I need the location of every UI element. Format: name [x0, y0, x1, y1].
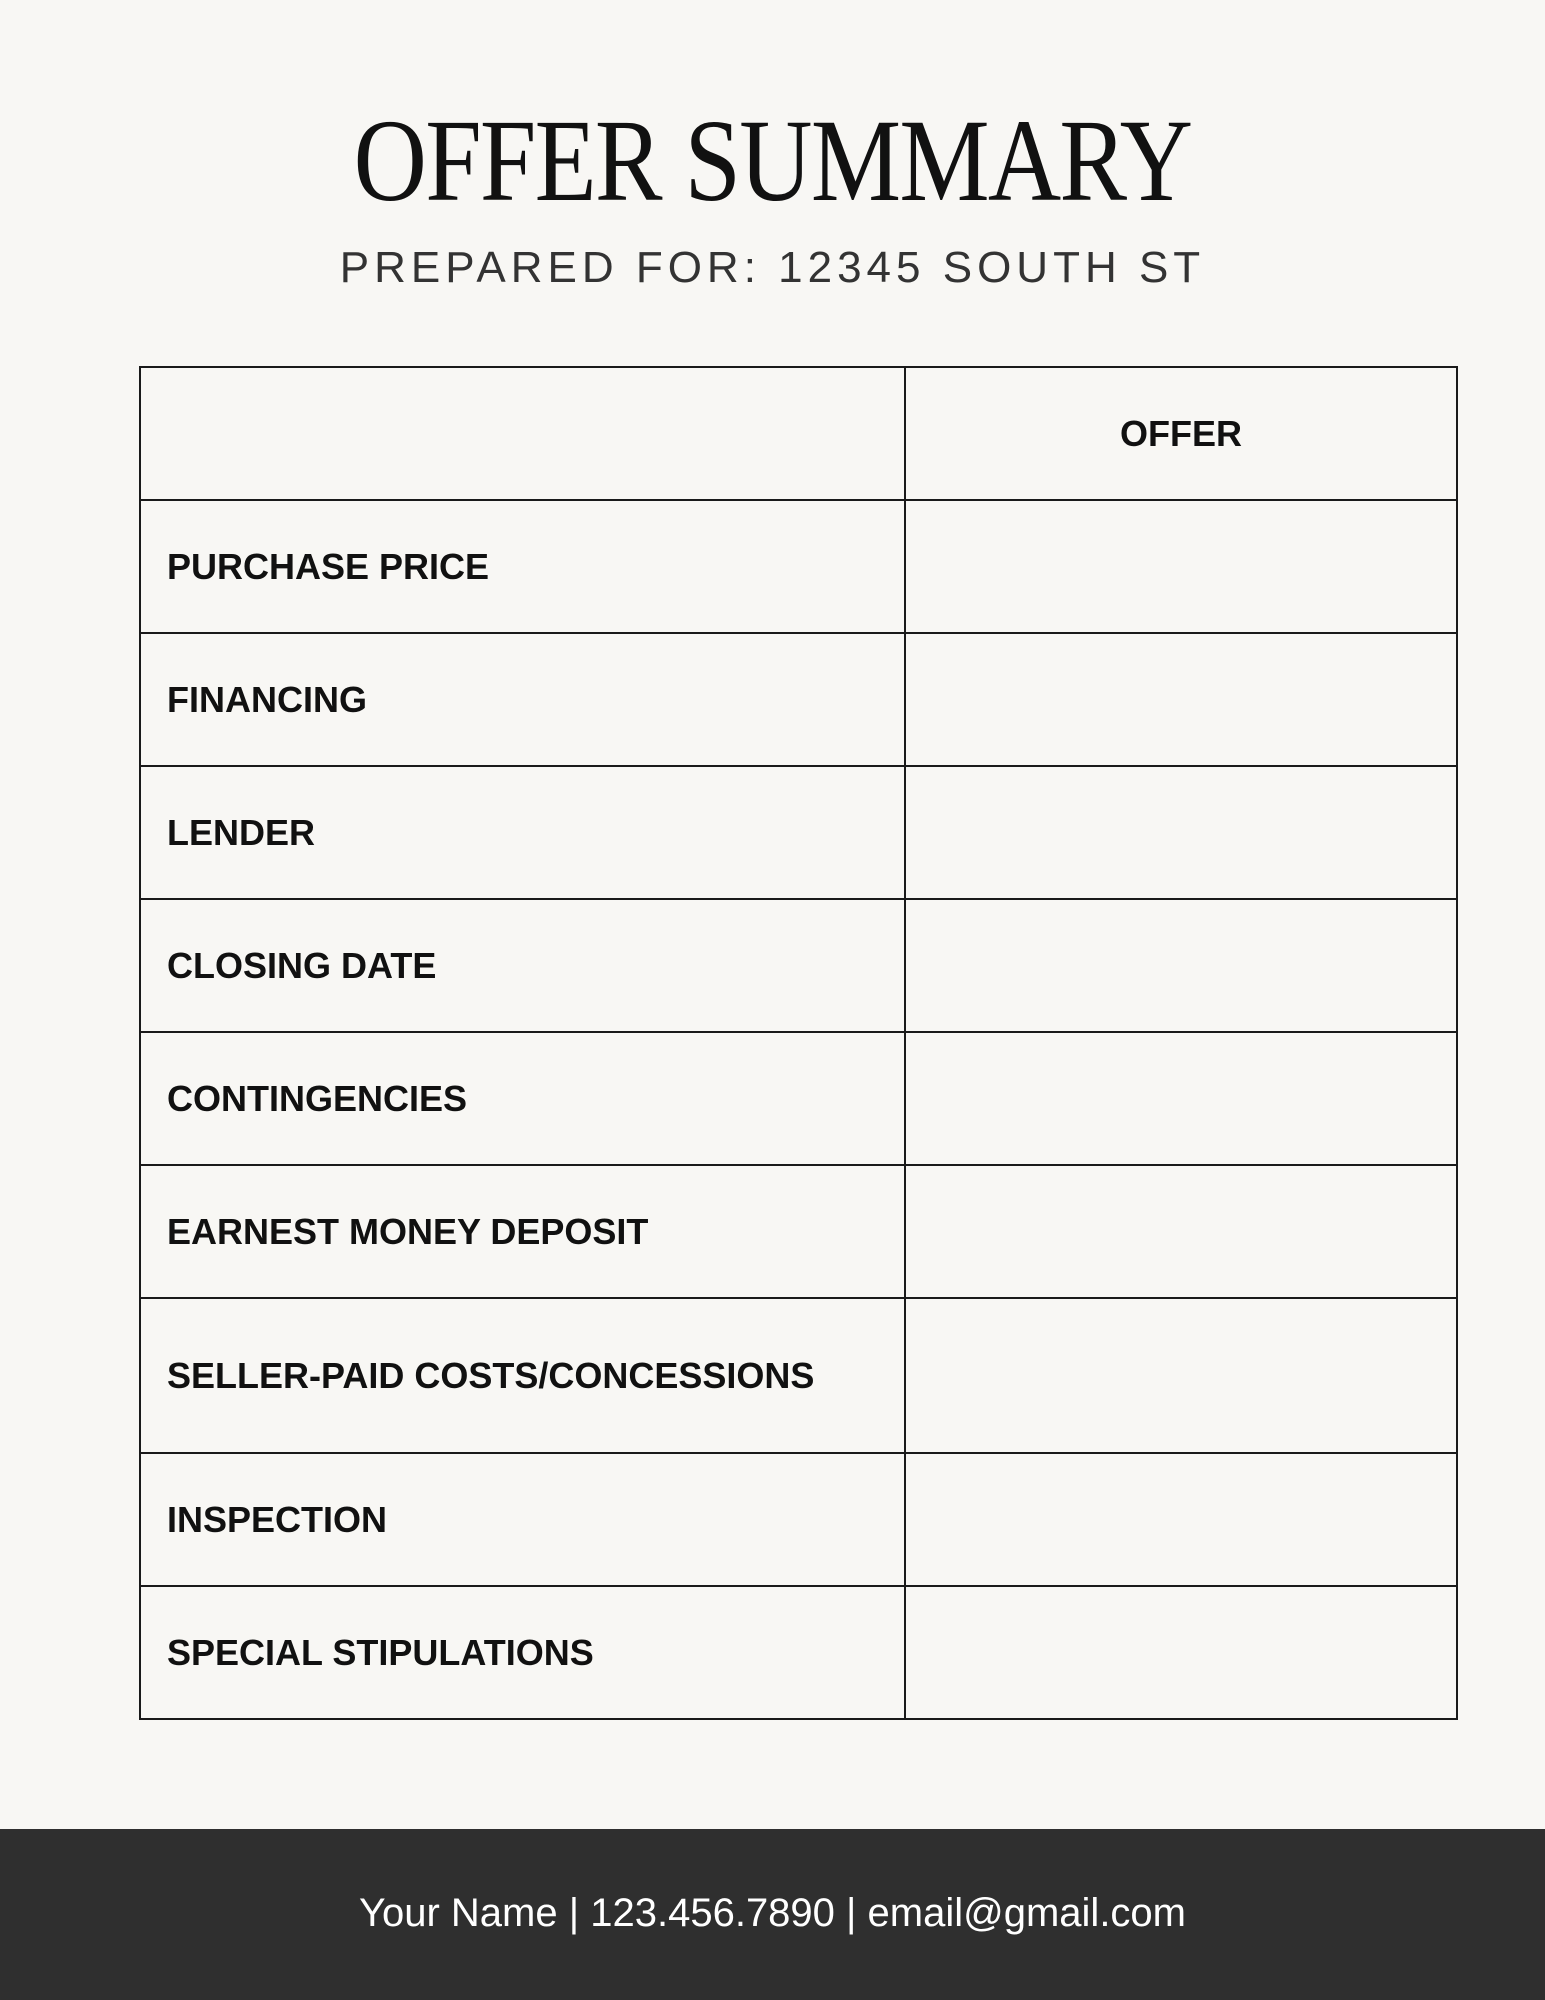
row-label-lender: LENDER: [140, 766, 905, 899]
offer-value-lender[interactable]: [905, 766, 1457, 899]
label-column-header: [140, 367, 905, 500]
footer-contact-info: Your Name | 123.456.7890 | email@gmail.com: [358, 1891, 1186, 1935]
row-label-earnest-money-deposit: EARNEST MONEY DEPOSIT: [140, 1165, 905, 1298]
offer-value-seller-paid-costs[interactable]: [905, 1298, 1457, 1453]
offer-summary-table: [139, 366, 1458, 1720]
table-row: [140, 766, 1457, 899]
table-row: [140, 633, 1457, 766]
row-label-financing: FINANCING: [140, 633, 905, 766]
row-label-purchase-price: PURCHASE PRICE: [140, 500, 905, 633]
row-label-inspection: INSPECTION: [140, 1453, 905, 1586]
row-label-contingencies: CONTINGENCIES: [140, 1032, 905, 1165]
table-row: [140, 899, 1457, 1032]
table-row: [140, 500, 1457, 633]
offer-value-purchase-price[interactable]: [905, 500, 1457, 633]
table-header-row: [140, 367, 1457, 500]
table-row: [140, 1032, 1457, 1165]
table-row: [140, 1586, 1457, 1719]
footer-bar: [0, 1829, 1545, 2000]
table-row: [140, 1165, 1457, 1298]
offer-value-contingencies[interactable]: [905, 1032, 1457, 1165]
row-label-seller-paid-costs: SELLER-PAID COSTS/CONCESSIONS: [140, 1298, 905, 1453]
offer-value-closing-date[interactable]: [905, 899, 1457, 1032]
row-label-special-stipulations: SPECIAL STIPULATIONS: [140, 1586, 905, 1719]
offer-value-inspection[interactable]: [905, 1453, 1457, 1586]
row-label-closing-date: CLOSING DATE: [140, 899, 905, 1032]
table-row: [140, 1298, 1457, 1453]
offer-value-special-stipulations[interactable]: [905, 1586, 1457, 1719]
page-subtitle: PREPARED FOR: 12345 SOUTH ST: [339, 243, 1206, 292]
offer-value-financing[interactable]: [905, 633, 1457, 766]
offer-value-earnest-money-deposit[interactable]: [905, 1165, 1457, 1298]
page-title: OFFER SUMMARY: [353, 95, 1192, 226]
table-row: [140, 1453, 1457, 1586]
offer-column-header: OFFER: [905, 367, 1457, 500]
